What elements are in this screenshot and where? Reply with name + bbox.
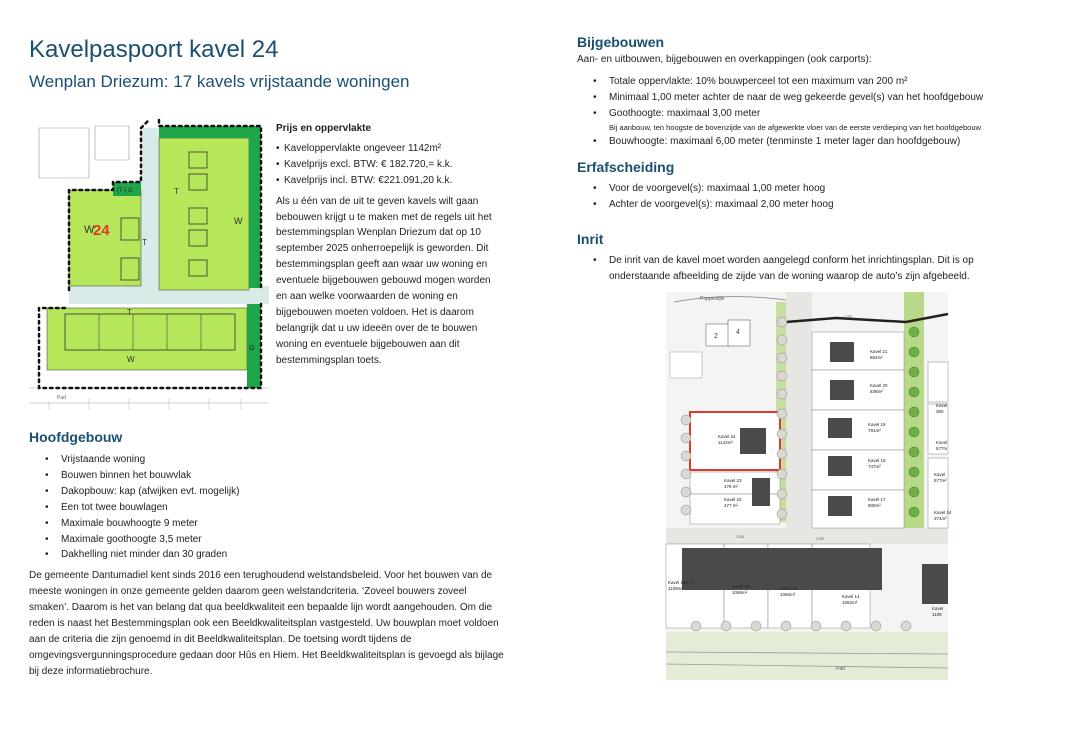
plan-lot-area: 477 m² <box>724 503 739 508</box>
plan-edge-label: 1109 <box>932 612 942 617</box>
bijgebouwen-list-last <box>577 134 1057 150</box>
map-label-w-bottom: W <box>127 355 135 364</box>
map-label-t-mid: T <box>142 238 147 247</box>
inrit-list <box>577 253 1017 285</box>
bijgebouwen-item: • Bouwhoogte: maximaal 6,00 meter (tenminste 1 meter lager dan hoofdgebouw) <box>577 134 1057 150</box>
prijs-paragraph: Als u één van de uit te geven kavels wilt gaan bebouwen krijgt u te maken met de regels uit het bestemmingsplan Wenplan Driezum dat op 10 september 2025 onherroepelijk is geworden. Dit bestemmingsplan geeft aan waar uw woning en eventuele bijgebouwen gebouwd mogen worden en aan welke voorwaarden de woning en bijgebouwen moeten voldoen. Het is daarom belangrijk dat u uw ideeën over de te bouwen woning en eventuele bijgebouwen aan dit bestemmingsplan toets. <box>276 195 492 366</box>
prijs-list <box>276 141 502 189</box>
hoofdgebouw-item: • Dakhelling niet minder dan 30 graden <box>29 547 509 563</box>
bijgebouwen-note: Bij aanbouw, ten hoogste de bovenzijde van de afgewerkte vloer van de eerste verdieping van het hoofdgebouw <box>609 122 981 132</box>
map-label-g-right: G <box>249 345 255 352</box>
hoofdgebouw-item: • Bouwen binnen het bouwvlak <box>29 468 509 484</box>
plan-lot-area: 1066m² <box>732 590 748 595</box>
map-label-pad: Pad <box>57 395 66 401</box>
bijgebouwen-item: • Totale oppervlakte: 10% bouwperceel tot een maximum van 200 m² <box>577 74 1057 90</box>
plan-lot-name: Kavel 16A, 7 <box>668 580 694 585</box>
plan-lot-name: Kavel 15 <box>780 586 798 591</box>
plan-edge-label: Kavel <box>936 403 948 408</box>
plan-street-label: Poppestijle <box>700 296 725 302</box>
bijgebouwen-item: • Goothoogte: maximaal 3,00 meter <box>577 106 1057 122</box>
plan-lot-name: Kavel 18 <box>868 458 886 463</box>
hoofdgebouw-heading: Hoofdgebouw <box>29 429 123 445</box>
site-plan-map <box>29 118 269 410</box>
plan-lot-name: Kavel 19 <box>868 422 886 427</box>
plan-lot-area: 747m² <box>868 464 881 469</box>
plan-edge-label: 577m <box>936 446 948 451</box>
plan-edge-label: Kavel <box>932 606 944 611</box>
plot-number-label: 24 <box>93 222 110 239</box>
map-label-t-road: T <box>127 308 132 317</box>
map-label-t-top: T <box>174 187 179 196</box>
bijgebouwen-item: • Minimaal 1,00 meter achter de naar de weg gekeerde gevel(s) van het hoofdgebouw <box>577 90 1057 106</box>
hoofdgebouw-item: • Vrijstaande woning <box>29 452 509 468</box>
hoofdgebouw-paragraph: De gemeente Dantumadiel kent sinds 2016 een terughoudend welstandsbeleid. Voor het bouwen van de meeste woningen in onze gemeente gelden daarom geen welstandcriteria. ‘Zoveel bouwers zoveel smaken’. Daarom is het van belang dat qua beeldkwaliteit een bepaalde lijn wordt aangehouden. Om die reden is naast het Bestemmingsplan ook een Beeldkwaliteitsplan vastgesteld. Uw bouwplan moet voldoen aan de criteria die zijn genoemd in dit Beeldkwaliteitsplan. De toetsing wordt tijdens de omgevingsvergunningsprocedure gedaan door Hûs en Hiem. Het Beeldkwaliteitsplan is gevoegd als bijlage bij deze informatiebrochure. <box>29 570 504 677</box>
prijs-item: • Kaveloppervlakte ongeveer 1142m² <box>276 141 502 157</box>
site-plan-svg <box>29 118 269 410</box>
inrit-heading: Inrit <box>577 231 604 247</box>
plan-edge-label: Kavel 34 <box>934 510 952 515</box>
map-label-w-right: W <box>234 216 243 226</box>
hoofdgebouw-item: • Een tot twee bouwlagen <box>29 500 509 516</box>
prijs-item: • Kavelprijs excl. BTW: € 182.720,= k.k. <box>276 157 502 173</box>
bijgebouwen-heading: Bijgebouwen <box>577 34 665 50</box>
erfafscheiding-section <box>577 181 1057 213</box>
plan-house-number: 2 <box>714 333 718 340</box>
map-label-w-left: W <box>84 224 95 236</box>
inrichtingsplan-map <box>666 292 952 680</box>
prijs-section <box>276 121 502 369</box>
plan-lot-name: Kavel 17 <box>868 497 886 502</box>
bijgebouwen-intro: Aan- en uitbouwen, bijgebouwen en overkappingen (ook carports): <box>577 54 872 65</box>
plan-pad-label: Pad <box>836 666 845 672</box>
plan-edge-label: Kavel <box>934 472 946 477</box>
bijgebouwen-section <box>577 52 1057 150</box>
plan-lot-area: 791m² <box>868 428 881 433</box>
plan-lot-area: 800m² <box>868 503 881 508</box>
plan-lot-name: Kavel 23 <box>724 478 742 483</box>
plan-lot-name: Kavel 22 <box>724 497 742 502</box>
hoofdgebouw-item: • Dakopbouw: kap (afwijken evt. mogelijk) <box>29 484 509 500</box>
bijgebouwen-list <box>577 74 1057 122</box>
plan-lot-area: 1062m² <box>842 600 858 605</box>
map-label-g-small: (T-) G <box>117 188 133 194</box>
prijs-item: • Kavelprijs incl. BTW: €221.091,20 k.k. <box>276 173 502 189</box>
plan-edge-label: Kavel <box>936 440 948 445</box>
plan-misc-label: 1.55 <box>844 314 852 319</box>
plan-lot-area: 476 m² <box>724 484 739 489</box>
plan-lot-area: 1109m² <box>668 586 683 591</box>
plan-lot-name: Kavel 21 <box>870 349 888 354</box>
erfafscheiding-item: • Voor de voorgevel(s): maximaal 1,00 meter hoog <box>577 181 1057 197</box>
inrit-section <box>577 253 1017 285</box>
plan-house-number: 4 <box>736 329 740 336</box>
plan-edge-label: 374m² <box>934 516 947 521</box>
plan-misc-label: 1.55 <box>736 534 744 539</box>
hoofdgebouw-section <box>29 452 509 680</box>
hoofdgebouw-list <box>29 452 509 563</box>
hoofdgebouw-item: • Maximale bouwhoogte 9 meter <box>29 516 509 532</box>
plan-lot-area: 1066m² <box>780 592 796 597</box>
plan-lot-name: Kavel 16 <box>732 584 750 589</box>
inrit-item: • De inrit van de kavel moet worden aangelegd conform het inrichtingsplan. Dit is op onderstaande afbeelding de zijde van de woning waarop de auto’s zijn afgebeeld. <box>577 253 1017 285</box>
hoofdgebouw-item: • Maximale goothoogte 3,5 meter <box>29 532 509 548</box>
plan-misc-label: 1.55 <box>816 536 824 541</box>
plan-lot-area: 836m² <box>870 389 883 394</box>
prijs-heading: Prijs en oppervlakte <box>276 123 372 134</box>
plan-edge-label: 577m² <box>934 478 947 483</box>
plan-lot-name: Kavel 20 <box>870 383 888 388</box>
erfafscheiding-item: • Achter de voorgevel(s): maximaal 2,00 meter hoog <box>577 197 1057 213</box>
erfafscheiding-list <box>577 181 1057 213</box>
plan-edge-label: 350 <box>936 409 944 414</box>
page-title: Kavelpaspoort kavel 24 <box>29 36 279 63</box>
page-subtitle: Wenplan Driezum: 17 kavels vrijstaande woningen <box>29 72 410 91</box>
plan-lot-name: Kavel 14 <box>842 594 860 599</box>
erfafscheiding-heading: Erfafscheiding <box>577 159 675 175</box>
plan-lot-name: Kavel 24 <box>718 434 736 439</box>
plan-lot-area: 862m² <box>870 355 883 360</box>
plan-lot-area: 1142m² <box>718 440 733 445</box>
inrichtingsplan-svg <box>666 292 952 680</box>
